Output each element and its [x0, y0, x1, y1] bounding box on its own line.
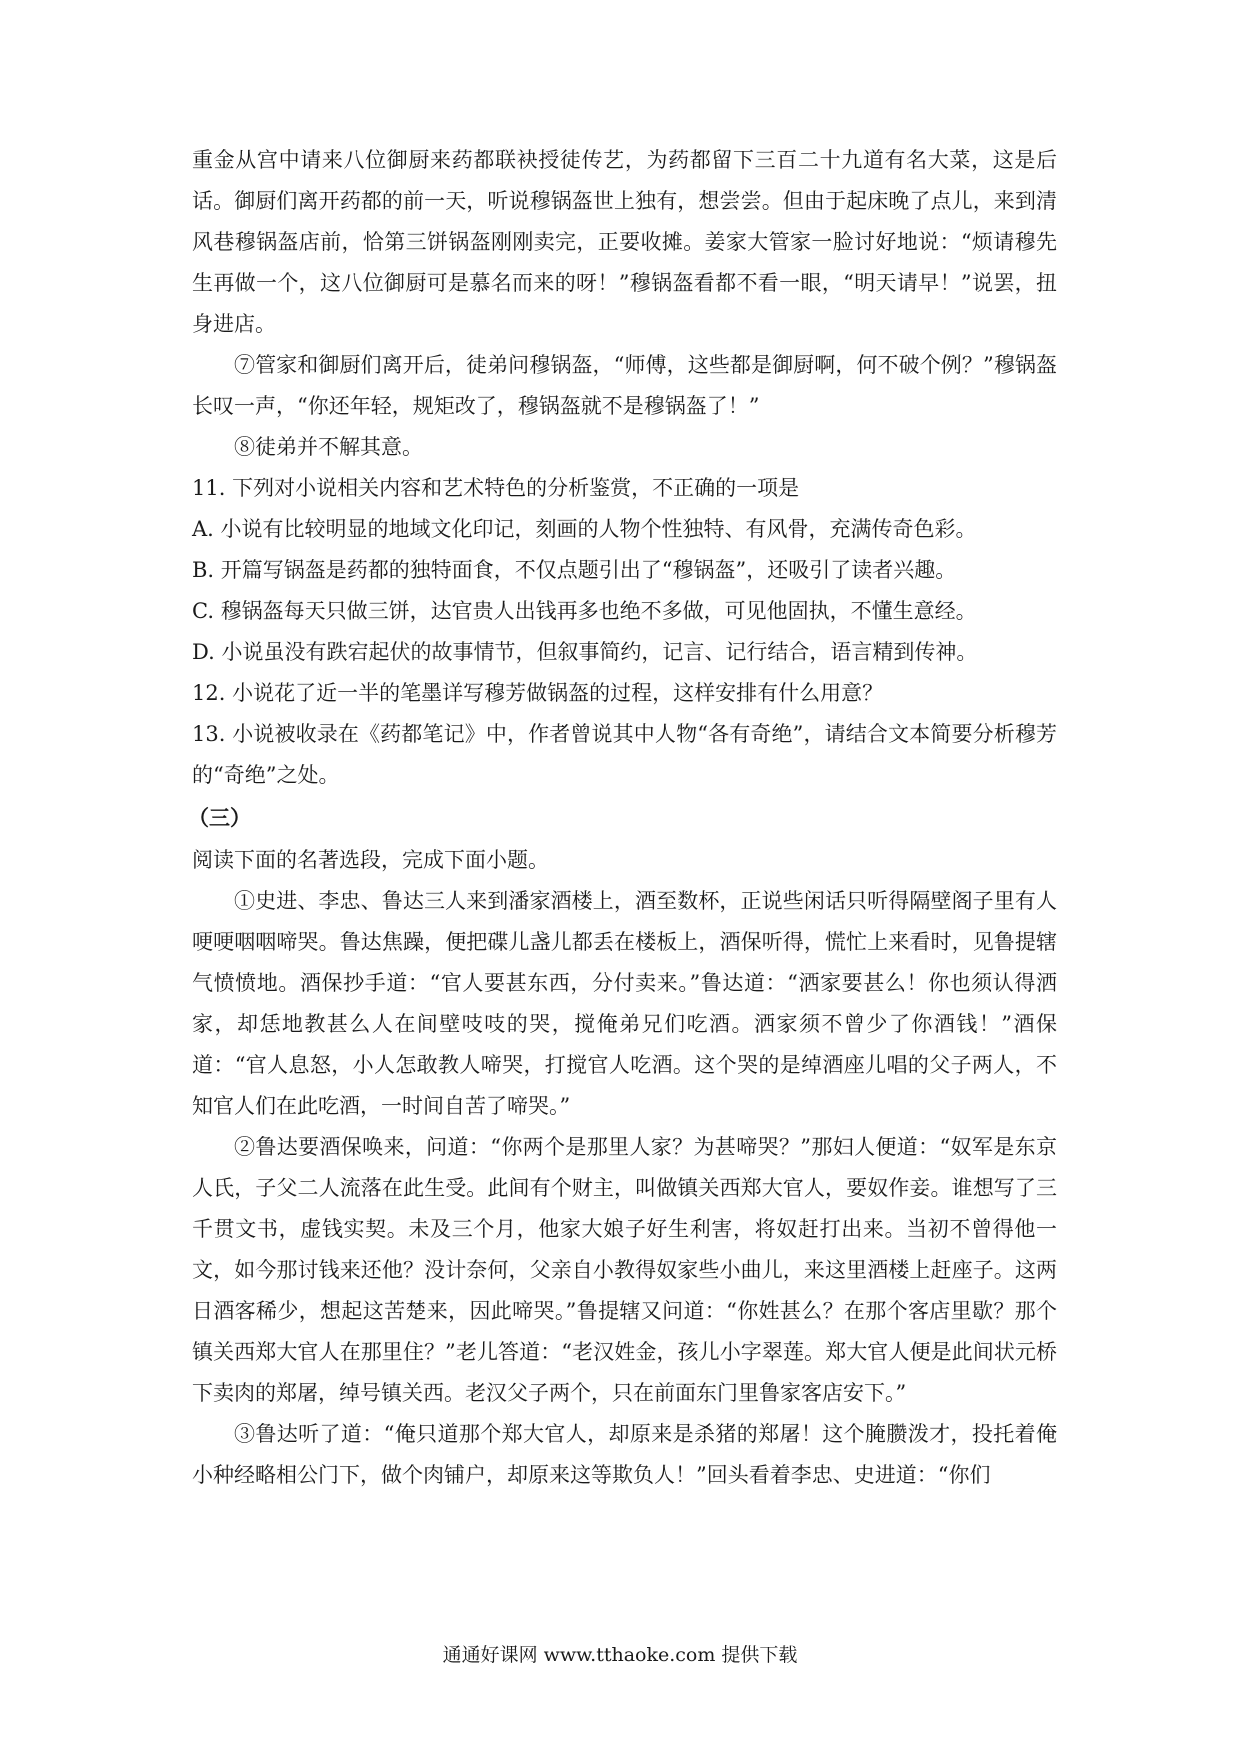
section-instruction: 阅读下面的名著选段，完成下面小题。: [192, 848, 549, 872]
excerpt-paragraph-1: ①史进、李忠、鲁达三人来到潘家酒楼上，酒至数杯，正说些闲话只听得隔壁阁子里有人哽哽咽咽啼哭。鲁达焦躁，便把碟儿盏儿都丢在楼板上，酒保听得，慌忙上来看时，见鲁提辖气愤愤地。酒保抄手道：“官人要甚东西，分付卖来。”鲁达道：“洒家要甚么！你也须认得洒家，却恁地教甚么人在间壁吱吱的哭，搅俺弟兄们吃酒。洒家须不曾少了你酒钱！”酒保道：“官人息怒，小人怎敢教人啼哭，打搅官人吃酒。这个哭的是绰酒座儿唱的父子两人，不知官人们在此吃酒，一时间自苦了啼哭。”: [192, 889, 1057, 1118]
section-heading: （三）: [188, 806, 251, 830]
document-page: [188, 140, 1057, 1496]
excerpt-paragraph-2: ②鲁达要酒保唤来，问道：“你两个是那里人家？为甚啼哭？”那妇人便道：“奴军是东京人氏，子父二人流落在此生受。此间有个财主，叫做镇关西郑大官人，要奴作妾。谁想写了三千贯文书，虚钱实契。未及三个月，他家大娘子好生利害，将奴赶打出来。当初不曾得他一文，如今那讨钱来还他？没计奈何，父亲自小教得奴家些小曲儿，来这里酒楼上赶座子。这两日酒客稀少，想起这苦楚来，因此啼哭。”鲁提辖又问道：“你姓甚么？在那个客店里歇？那个镇关西郑大官人在那里住？”老儿答道：“老汉姓金，孩儿小字翠莲。郑大官人便是此间状元桥下卖肉的郑屠，绰号镇关西。老汉父子两个，只在前面东门里鲁家客店安下。”: [192, 1135, 1057, 1405]
question-11: 11. 下列对小说相关内容和艺术特色的分析鉴赏，不正确的一项是: [192, 476, 800, 500]
question-11-option-c: C. 穆锅盔每天只做三饼，达官贵人出钱再多也绝不多做，可见他固执，不懂生意经。: [192, 599, 977, 623]
question-13: 13. 小说被收录在《药都笔记》中，作者曾说其中人物“各有奇绝”，请结合文本简要分析穆芳的“奇绝”之处。: [192, 722, 1057, 787]
excerpt-paragraph-3: ③鲁达听了道：“俺只道那个郑大官人，却原来是杀猪的郑屠！这个腌臜泼才，投托着俺小种经略相公门下，做个肉铺户，却原来这等欺负人！”回头看着李忠、史进道：“你们: [192, 1422, 1057, 1487]
question-11-option-d: D. 小说虽没有跌宕起伏的故事情节，但叙事简约，记言、记行结合，语言精到传神。: [192, 640, 978, 664]
question-11-option-b: B. 开篇写锅盔是药都的独特面食，不仅点题引出了“穆锅盔”，还吸引了读者兴趣。: [192, 558, 957, 582]
passage-paragraph-6-continued: 重金从宫中请来八位御厨来药都联袂授徒传艺，为药都留下三百二十九道有名大菜，这是后话。御厨们离开药都的前一天，听说穆锅盔世上独有，想尝尝。但由于起床晚了点儿，来到清风巷穆锅盔店前，恰第三饼锅盔刚刚卖完，正要收摊。姜家大管家一脸讨好地说：“烦请穆先生再做一个，这八位御厨可是慕名而来的呀！”穆锅盔看都不看一眼，“明天请早！”说罢，扭身进店。: [192, 148, 1057, 336]
passage-paragraph-7: ⑦管家和御厨们离开后，徒弟问穆锅盔，“师傅，这些都是御厨啊，何不破个例？”穆锅盔长叹一声，“你还年轻，规矩改了，穆锅盔就不是穆锅盔了！”: [192, 353, 1057, 418]
question-12: 12. 小说花了近一半的笔墨详写穆芳做锅盔的过程，这样安排有什么用意？: [192, 681, 884, 705]
page-footer: 通通好课网 www.tthaoke.com 提供下载: [442, 1644, 798, 1666]
passage-paragraph-8: ⑧徒弟并不解其意。: [234, 435, 423, 459]
question-11-option-a: A. 小说有比较明显的地域文化印记，刻画的人物个性独特、有风骨，充满传奇色彩。: [192, 517, 977, 541]
